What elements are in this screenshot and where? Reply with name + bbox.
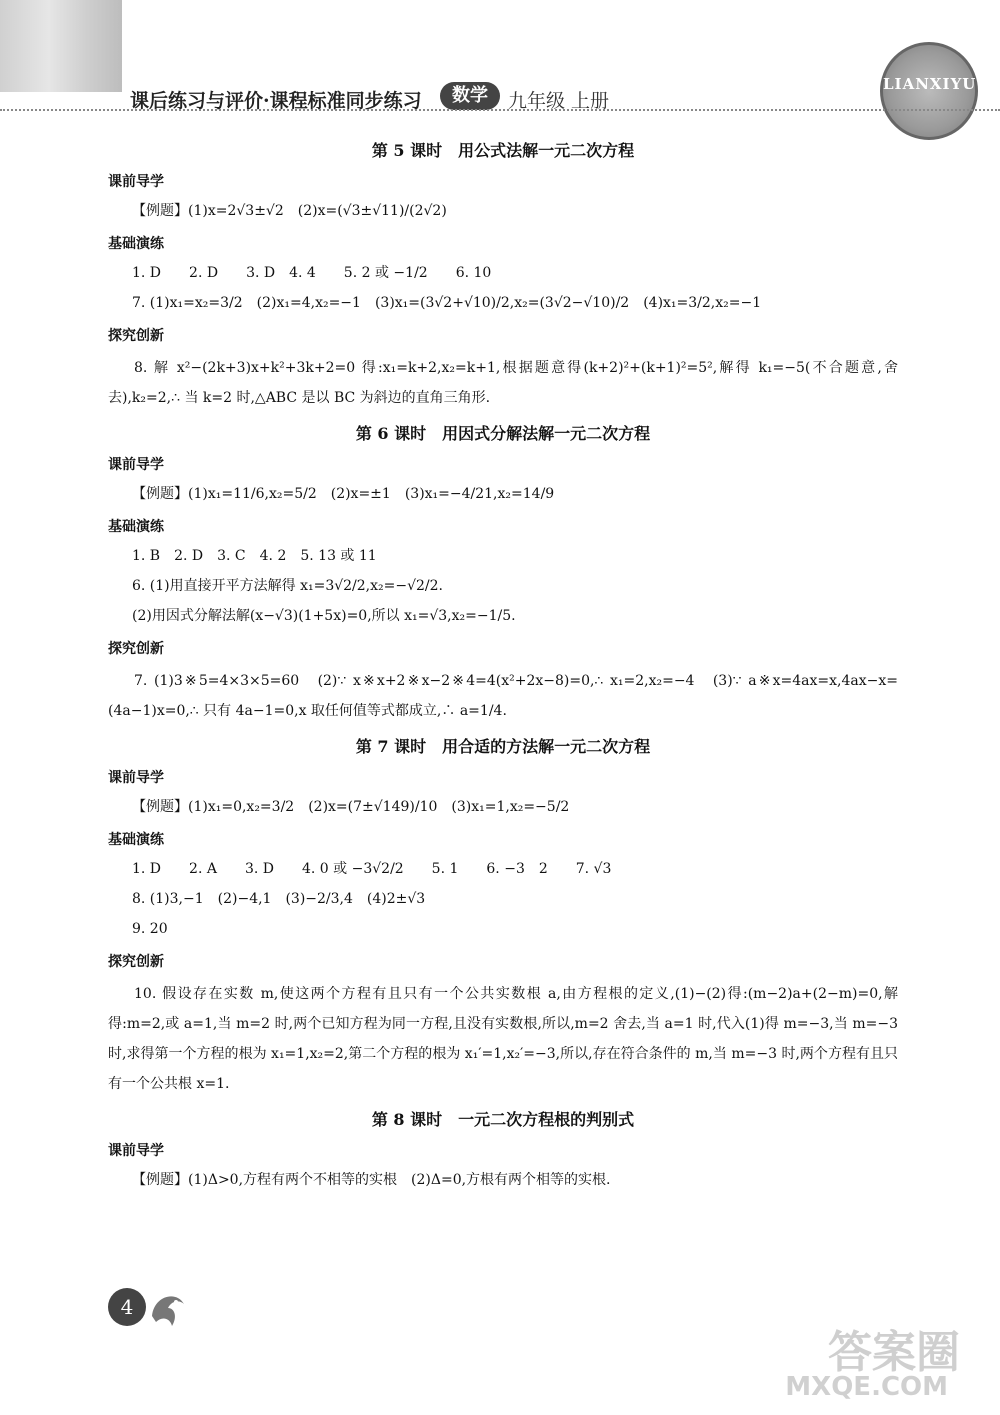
watermark-logo: 答案圈 <box>828 1327 960 1378</box>
answer-line: 【例题】(1)x₁=11/6,x₂=5/2 (2)x=±1 (3)x₁=−4/21,x₂=14/9 <box>132 486 555 502</box>
block-heading: 基础演练 <box>108 832 164 848</box>
answer-line: 7. (1)x₁=x₂=3/2 (2)x₁=4,x₂=−1 (3)x₁=(3√2+√10)/2,x₂=(3√2−√10)/2 (4)x₁=3/2,x₂=−1 <box>132 295 762 311</box>
page-number: 4 <box>108 1288 146 1326</box>
answer-content <box>108 130 898 1198</box>
page-header <box>130 82 960 112</box>
block-heading: 课前导学 <box>108 457 164 473</box>
answer-line: 1. D 2. D 3. D 4. 4 5. 2 或 −1/2 6. 10 <box>132 265 492 281</box>
answer-paragraph: 8. 解 x²−(2k+3)x+k²+3k+2=0 得:x₁=k+2,x₂=k+1,根据题意得(k+2)²+(k+1)²=5²,解得 k₁=−5(不合题意,舍去),k₂=2,∴ 当 k=2 时,△ABC 是以 BC 为斜边的直角三角形. <box>108 360 898 406</box>
header-divider <box>0 109 1000 111</box>
block-heading: 探究创新 <box>108 954 164 970</box>
dolphin-icon <box>146 1286 190 1334</box>
answer-line: 9. 20 <box>132 921 168 937</box>
answer-paragraph: 10. 假设存在实数 m,使这两个方程有且只有一个公共实数根 a,由方程根的定义,(1)−(2)得:(m−2)a+(2−m)=0,解得:m=2,或 a=1,当 m=2 时,两个已知方程为同一方程,且没有实数根,所以,m=2 舍去,当 a=1 时,代入(1)得 m=−3,当 m=−3 时,求得第一个方程的根为 x₁=1,x₂=2,第二个方程的根为 x₁′=1,x₂′=−3,所以,存在符合条件的 m,当 m=−3 时,两个方程有且只有一个公共根 x=1. <box>108 986 898 1092</box>
block-heading: 课前导学 <box>108 1143 164 1159</box>
logo-icon: LIANXIYU <box>880 42 978 140</box>
answer-line: 1. B 2. D 3. C 4. 2 5. 13 或 11 <box>132 548 377 564</box>
block-heading: 探究创新 <box>108 641 164 657</box>
section-title: 第 8 课时 一元二次方程根的判别式 <box>371 1110 635 1129</box>
answer-paragraph: 7. (1)3※5=4×3×5=60 (2)∵ x※x+2※x−2※4=4(x²+2x−8)=0,∴ x₁=2,x₂=−4 (3)∵ a※x=4ax=x,4ax−x=(4a−1)x=0,∴ 只有 4a−1=0,x 取任何值等式都成立,∴ a=1/4. <box>108 673 898 719</box>
block-heading: 探究创新 <box>108 328 164 344</box>
section-title: 第 5 课时 用公式法解一元二次方程 <box>371 141 635 160</box>
header-gray-block <box>0 0 122 92</box>
block-heading: 课前导学 <box>108 770 164 786</box>
answer-line: 【例题】(1)x=2√3±√2 (2)x=(√3±√11)/(2√2) <box>132 203 447 219</box>
answer-line: 6. (1)用直接开平方法解得 x₁=3√2/2,x₂=−√2/2. <box>132 578 444 594</box>
block-heading: 基础演练 <box>108 236 164 252</box>
watermark-url: MXQE.COM <box>785 1372 948 1402</box>
answer-line: (2)用因式分解法解(x−√3)(1+5x)=0,所以 x₁=√3,x₂=−1/5. <box>132 608 516 624</box>
subject-badge: 数学 <box>440 82 500 110</box>
grade-label: 九年级 上册 <box>508 90 610 112</box>
block-heading: 课前导学 <box>108 174 164 190</box>
block-heading: 基础演练 <box>108 519 164 535</box>
answer-line: 【例题】(1)x₁=0,x₂=3/2 (2)x=(7±√149)/10 (3)x₁=1,x₂=−5/2 <box>132 799 570 815</box>
book-title: 课后练习与评价·课程标准同步练习 <box>130 90 422 112</box>
answer-line: 8. (1)3,−1 (2)−4,1 (3)−2/3,4 (4)2±√3 <box>132 891 426 907</box>
answer-line: 1. D 2. A 3. D 4. 0 或 −3√2/2 5. 1 6. −3 2 7. √3 <box>132 861 612 877</box>
section-title: 第 6 课时 用因式分解法解一元二次方程 <box>355 424 651 443</box>
answer-line: 【例题】(1)Δ>0,方程有两个不相等的实根 (2)Δ=0,方根有两个相等的实根. <box>132 1172 611 1188</box>
section-title: 第 7 课时 用合适的方法解一元二次方程 <box>355 737 651 756</box>
